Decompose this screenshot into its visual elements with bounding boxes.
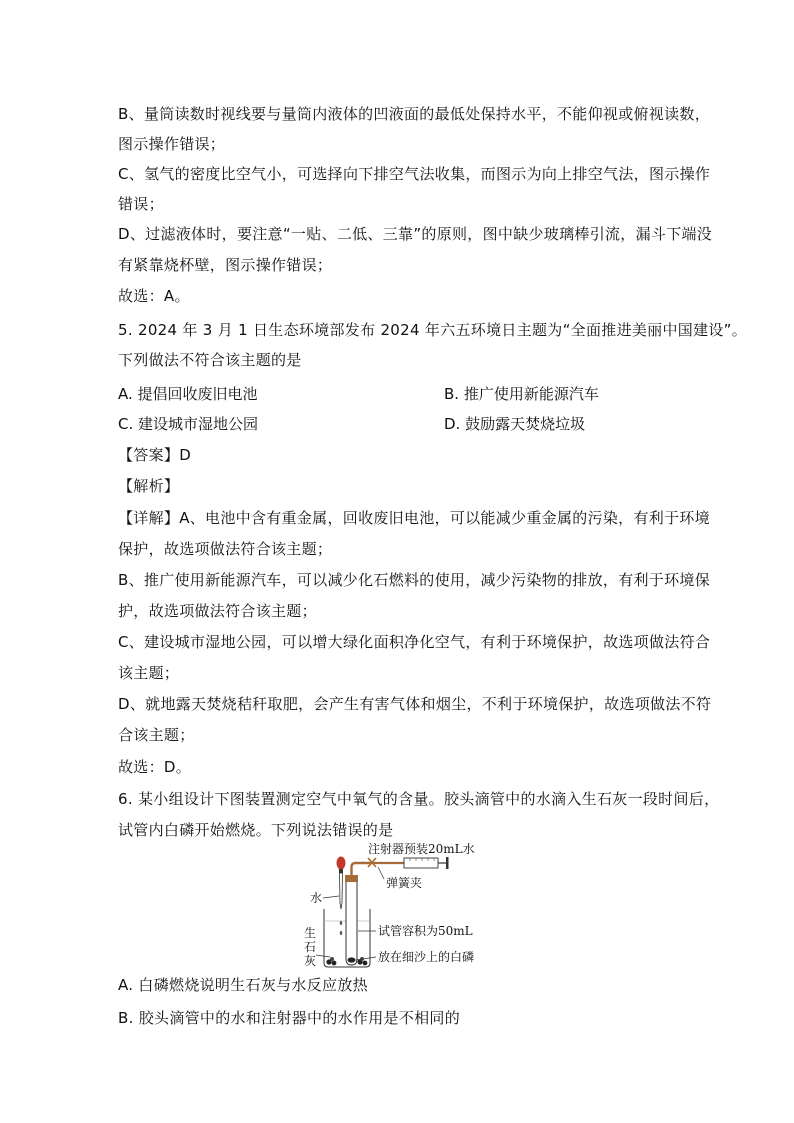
q5-stem: 5. 2024 年 3 月 1 日生态环境部发布 2024 年六五环境日主题为“全面推进美丽中国建设”。 (118, 321, 748, 339)
label-lime-3: 灰 (304, 954, 317, 968)
syringe (372, 857, 449, 869)
analysis-line: C、氢气的密度比空气小，可选择向下排空气法收集，而图示为向上排空气法，图示操作 (118, 165, 711, 183)
label-water: 水 (310, 891, 323, 905)
q6-stem: 6. 某小组设计下图装置测定空气中氧气的含量。胶头滴管中的水滴入生石灰一段时间后， (118, 790, 720, 808)
analysis-conclusion: 故选：A。 (118, 287, 190, 305)
q5-detail-line: 合该主题； (118, 726, 195, 744)
dropper-bulb (337, 857, 346, 870)
q5-detail-line: 护，故选项做法符合该主题； (118, 602, 317, 620)
label-phosphorus: 放在细沙上的白磷 (378, 950, 475, 964)
q5-option-c: C. 建设城市湿地公园 (118, 415, 259, 433)
analysis-line: 图示操作错误； (118, 135, 226, 153)
q5-analysis-title: 【解析】 (118, 477, 180, 495)
q6-option-a: A. 白磷燃烧说明生石灰与水反应放热 (118, 976, 368, 994)
analysis-line: D、过滤液体时，要注意“一贴、二低、三靠”的原则，图中缺少玻璃棒引流，漏斗下端没 (118, 225, 713, 243)
q5-option-b: B. 推广使用新能源汽车 (444, 385, 599, 403)
q5-stem: 下列做法不符合该主题的是 (118, 351, 302, 369)
test-tube (346, 881, 357, 965)
q5-option-d: D. 鼓励露天焚烧垃圾 (444, 415, 586, 433)
q5-detail-line: B、推广使用新能源汽车，可以减少化石燃料的使用，减少污染物的排放，有利于环境保 (118, 571, 710, 589)
apparatus-diagram (296, 843, 506, 971)
label-lime-1: 生 (304, 926, 317, 940)
label-syringe: 注射器预装20mL水 (368, 843, 475, 856)
label-lime-2: 石 (304, 940, 317, 954)
analysis-line: B、量筒读数时视线要与量筒内液体的凹液面的最低处保持水平，不能仰视或俯视读数， (118, 105, 710, 123)
label-clamp: 弹簧夹 (386, 876, 423, 890)
q5-answer: 【答案】D (118, 446, 192, 464)
analysis-line: 有紧靠烧杯壁，图示操作错误； (118, 256, 333, 274)
white-phosphorus (348, 957, 356, 962)
analysis-line: 错误； (118, 195, 164, 213)
q6-option-b: B. 胶头滴管中的水和注射器中的水作用是不相同的 (118, 1009, 461, 1027)
q5-conclusion: 故选：D。 (118, 758, 192, 776)
q6-stem: 试管内白磷开始燃烧。下列说法错误的是 (118, 821, 394, 839)
q5-detail-line: 【详解】A、电池中含有重金属，回收废旧电池，可以能减少重金属的污染，有利于环境 (118, 509, 710, 527)
stopper (345, 875, 358, 882)
q5-detail-line: D、就地露天焚烧秸秆取肥，会产生有害气体和烟尘，不利于环境保护，故选项做法不符 (118, 695, 712, 713)
q5-detail-line: C、建设城市湿地公园，可以增大绿化面积净化空气，有利于环境保护，故选项做法符合 (118, 633, 711, 651)
q5-option-a: A. 提倡回收废旧电池 (118, 385, 258, 403)
q5-detail-line: 该主题； (118, 664, 180, 682)
q5-detail-line: 保护，故选项做法符合该主题； (118, 540, 333, 558)
dropper (337, 857, 346, 910)
label-tube-volume: 试管容积为50mL (378, 924, 473, 938)
